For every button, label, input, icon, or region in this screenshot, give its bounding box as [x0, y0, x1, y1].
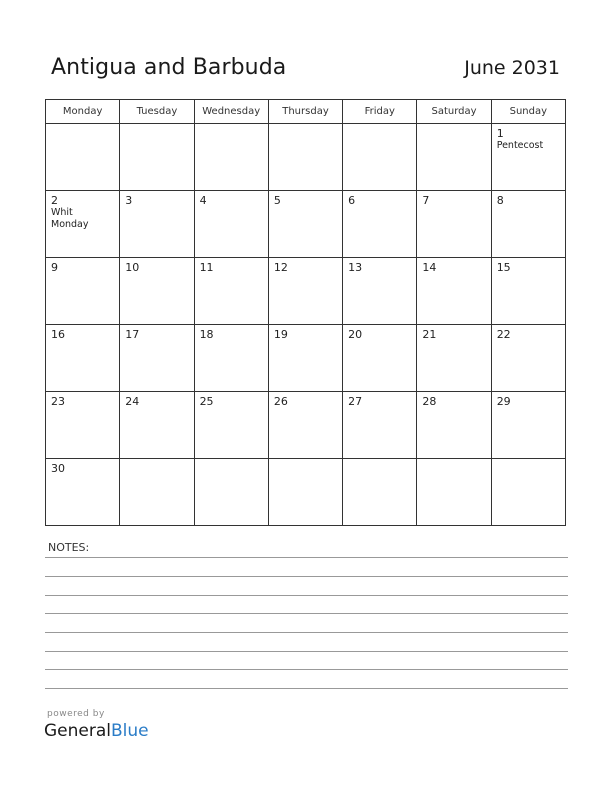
- note-line: [45, 632, 568, 633]
- weekday-header: Monday: [46, 100, 120, 124]
- day-number: 25: [199, 395, 214, 408]
- calendar-day-cell: [491, 191, 565, 258]
- calendar-day-cell: [417, 459, 491, 526]
- day-number: 3: [125, 194, 133, 207]
- calendar-day-cell: [343, 258, 417, 325]
- day-number: 9: [51, 261, 58, 274]
- day-number: 22: [496, 328, 511, 341]
- calendar-day-cell: [268, 325, 342, 392]
- calendar-day-cell: [417, 191, 491, 258]
- calendar-week-row: [46, 392, 566, 459]
- day-number: 26: [273, 395, 288, 408]
- notes-label: NOTES:: [48, 541, 90, 554]
- calendar-day-cell: [268, 459, 342, 526]
- calendar-day-cell: [46, 124, 120, 191]
- calendar-day-cell: [343, 459, 417, 526]
- calendar-day-cell: [343, 325, 417, 392]
- note-line: [45, 576, 568, 577]
- day-number: 15: [496, 261, 511, 274]
- calendar-day-cell: [491, 124, 565, 191]
- day-number: 30: [51, 462, 65, 475]
- day-number: 6: [348, 194, 356, 207]
- calendar-day-cell: [120, 191, 194, 258]
- calendar-day-cell: [268, 258, 342, 325]
- calendar-day-cell: [194, 392, 268, 459]
- day-number: 7: [422, 194, 430, 207]
- calendar-week-row: [46, 124, 566, 191]
- powered-by-label: powered by: [47, 709, 105, 719]
- month-year-label: June 2031: [464, 57, 560, 79]
- day-number: 19: [273, 328, 288, 341]
- day-number: 14: [422, 261, 437, 274]
- brand-logo: [44, 721, 149, 741]
- weekday-header: Tuesday: [120, 100, 194, 124]
- day-number: 5: [273, 194, 281, 207]
- calendar-day-cell: [46, 459, 120, 526]
- calendar-day-cell: [120, 325, 194, 392]
- weekday-header: Thursday: [268, 100, 342, 124]
- weekday-header: Wednesday: [194, 100, 268, 124]
- calendar-day-cell: [417, 325, 491, 392]
- weekday-header: Friday: [343, 100, 417, 124]
- day-number: 4: [199, 194, 207, 207]
- day-number: 11: [199, 261, 214, 274]
- calendar-week-row: [46, 258, 566, 325]
- calendar-day-cell: [120, 124, 194, 191]
- day-number: 21: [422, 328, 437, 341]
- note-line: [45, 651, 568, 652]
- day-number: 16: [51, 328, 65, 341]
- calendar-day-cell: [194, 459, 268, 526]
- calendar-day-cell: [268, 191, 342, 258]
- note-line: [45, 613, 568, 614]
- calendar-week-row: [46, 325, 566, 392]
- day-number: 13: [348, 261, 363, 274]
- day-number: 17: [125, 328, 140, 341]
- day-number: 29: [496, 395, 511, 408]
- weekday-header: Saturday: [417, 100, 491, 124]
- calendar-day-cell: [120, 459, 194, 526]
- calendar-day-cell: [194, 258, 268, 325]
- day-number: 24: [125, 395, 140, 408]
- calendar-day-cell: [268, 124, 342, 191]
- page-title: Antigua and Barbuda: [51, 55, 287, 80]
- calendar-day-cell: [120, 258, 194, 325]
- day-number: 23: [51, 395, 65, 408]
- brand-logo-text-general: General: [44, 721, 111, 741]
- weekday-header-row: [46, 100, 566, 124]
- calendar-day-cell: [417, 392, 491, 459]
- day-number: 2: [51, 194, 58, 207]
- note-line: [45, 595, 568, 596]
- day-number: 18: [199, 328, 214, 341]
- calendar-day-cell: [194, 325, 268, 392]
- calendar-day-cell: [268, 392, 342, 459]
- day-number: 1: [496, 127, 504, 140]
- calendar-day-cell: [343, 124, 417, 191]
- calendar-day-cell: [417, 258, 491, 325]
- calendar-day-cell: [343, 392, 417, 459]
- day-number: 28: [422, 395, 437, 408]
- calendar-day-cell: [46, 325, 120, 392]
- calendar-day-cell: [343, 191, 417, 258]
- calendar-week-row: [46, 191, 566, 258]
- calendar-day-cell: [46, 191, 120, 258]
- calendar-day-cell: [120, 392, 194, 459]
- weekday-header: Sunday: [491, 100, 565, 124]
- calendar-day-cell: [491, 258, 565, 325]
- calendar-day-cell: [46, 392, 120, 459]
- note-line: [45, 669, 568, 670]
- calendar-day-cell: [491, 392, 565, 459]
- calendar-day-cell: [491, 325, 565, 392]
- note-line: [45, 557, 568, 558]
- calendar-day-cell: [194, 191, 268, 258]
- calendar-day-cell: [194, 124, 268, 191]
- holiday-label: Pentecost: [496, 140, 544, 151]
- note-line: [45, 688, 568, 689]
- calendar-week-row: [46, 459, 566, 526]
- day-number: 27: [348, 395, 363, 408]
- holiday-label: Whit Monday: [51, 207, 89, 230]
- day-number: 10: [125, 261, 140, 274]
- calendar-day-cell: [417, 124, 491, 191]
- calendar-day-cell: [491, 459, 565, 526]
- calendar-grid: [45, 99, 566, 526]
- day-number: 8: [496, 194, 504, 207]
- day-number: 12: [273, 261, 288, 274]
- day-number: 20: [348, 328, 363, 341]
- calendar-day-cell: [46, 258, 120, 325]
- brand-logo-text-blue: Blue: [111, 721, 149, 741]
